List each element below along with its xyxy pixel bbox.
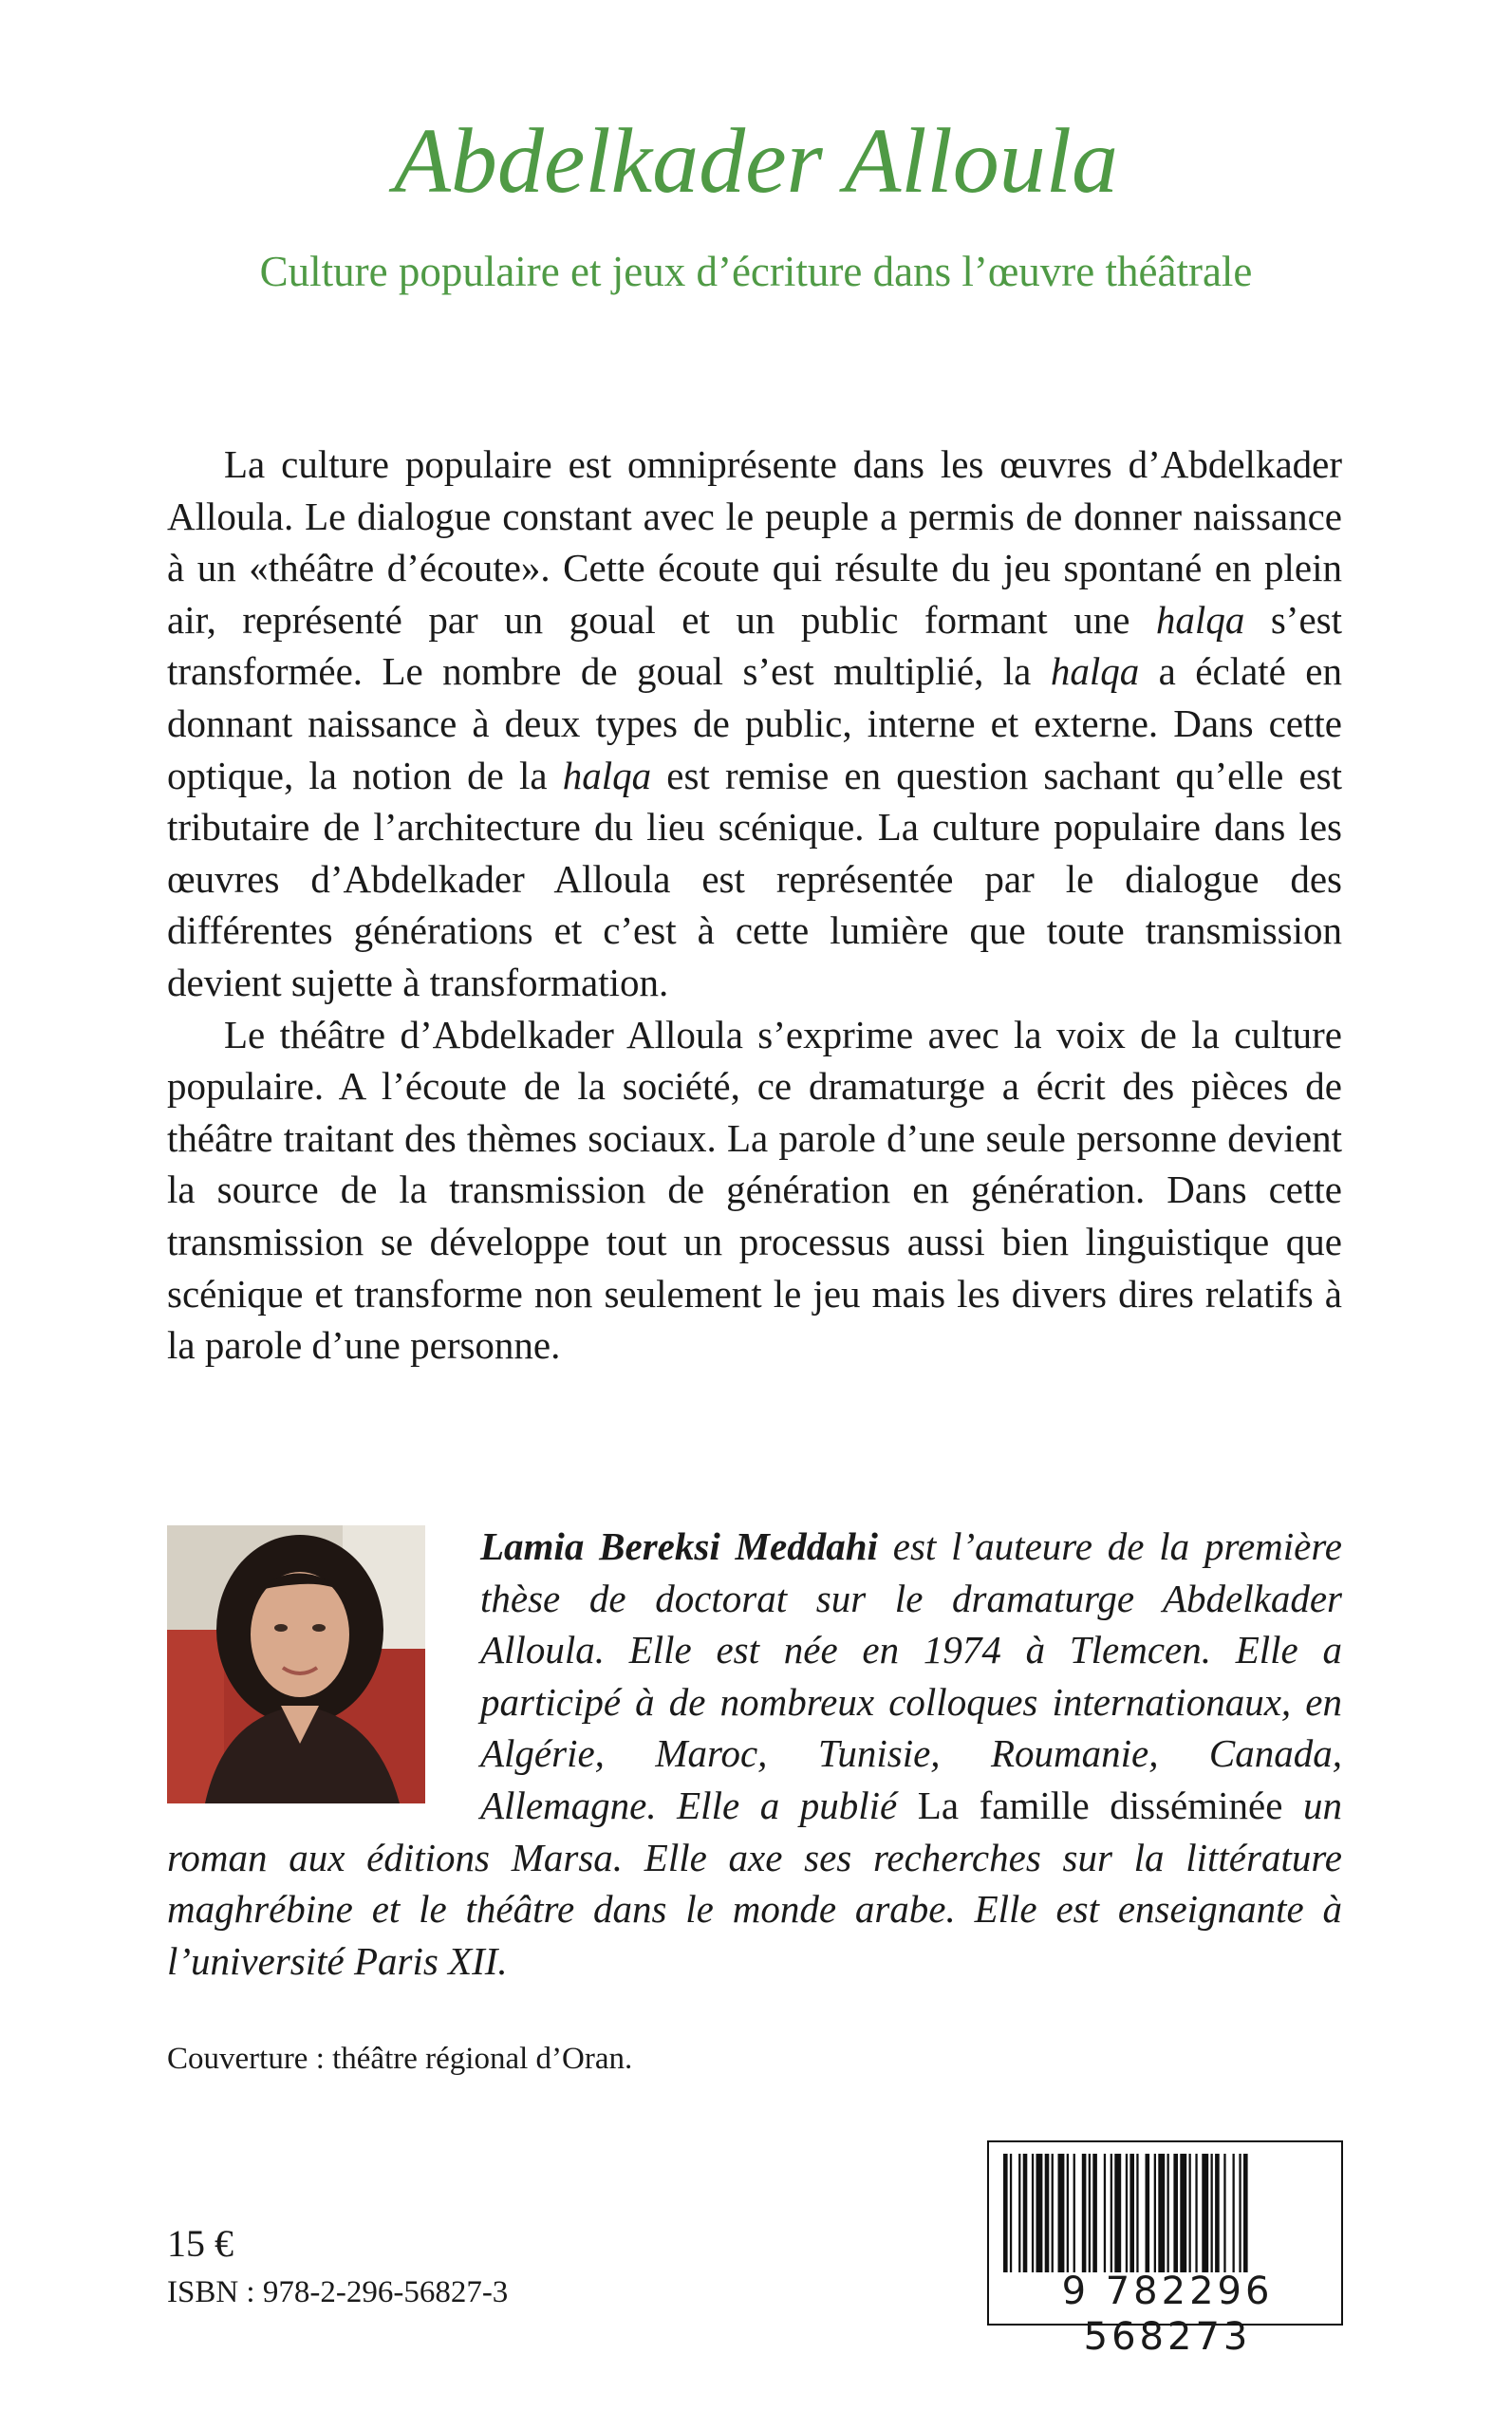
barcode-bar bbox=[1154, 2154, 1156, 2272]
barcode-bar bbox=[1223, 2154, 1225, 2272]
barcode-bar bbox=[1082, 2154, 1087, 2272]
barcode-bar bbox=[1189, 2154, 1191, 2272]
barcode-bar bbox=[1089, 2154, 1091, 2272]
barcode-bar bbox=[1073, 2154, 1075, 2272]
barcode-bar bbox=[1114, 2154, 1121, 2272]
author-bio-part-a: est l’auteure de la première thèse de doctorat sur le dramaturge Abdelkader Alloula. Elle est née en 1974 à Tlemcen. Elle a participé à de nombreux colloques internationaux, en Algérie, Maroc, Tunisie, Roumanie, Canada, Allemagne. Elle a publié bbox=[480, 1524, 1342, 1827]
barcode-bar bbox=[1129, 2154, 1134, 2272]
barcode-bar bbox=[1018, 2154, 1020, 2272]
barcode-bar bbox=[1202, 2154, 1208, 2272]
price: 15 € bbox=[167, 2222, 233, 2265]
barcode-bar bbox=[1092, 2154, 1097, 2272]
halqa-term: halqa bbox=[562, 753, 652, 797]
halqa-term: halqa bbox=[1050, 649, 1140, 694]
summary-p1-part-d: est remise en question sachant qu’elle est tributaire de l’architecture du lieu scénique. La culture populaire dans les œuvres d’Abdelkader Alloula est représentée par le dialogue des différentes générations et c’est à cette lumière que toute transmission devient sujette à transformation. bbox=[167, 753, 1343, 1004]
book-subtitle: Culture populaire et jeux d’écriture dans l’œuvre théâtrale bbox=[259, 248, 1253, 295]
barcode-bar bbox=[1215, 2154, 1220, 2272]
barcode-bar bbox=[1003, 2154, 1008, 2272]
barcode-bar bbox=[1010, 2154, 1012, 2272]
halqa-term: halqa bbox=[1155, 597, 1245, 642]
isbn: ISBN : 978-2-296-56827-3 bbox=[167, 2275, 509, 2309]
barcode-bar bbox=[1239, 2154, 1241, 2272]
barcode-bar bbox=[1243, 2154, 1248, 2272]
barcode-bar bbox=[1023, 2154, 1028, 2272]
summary-text bbox=[167, 439, 1342, 1372]
summary-p1-part-c: a éclaté en donnant naissance à deux types de public, interne et externe. Dans cette optique, la notion de la bbox=[167, 649, 1343, 797]
barcode-bar bbox=[1233, 2154, 1235, 2272]
barcode-bar bbox=[1104, 2154, 1106, 2272]
barcode-bar bbox=[1173, 2154, 1178, 2272]
author-bio-part-b: un roman aux éditions Marsa. Elle axe ses recherches sur la littérature maghrébine et le théâtre dans le monde arabe. Elle est enseignante à l’université Paris XII. bbox=[167, 1783, 1342, 1983]
summary-paragraph-2: Le théâtre d’Abdelkader Alloula s’exprime avec la voix de la culture populaire. A l’écoute de la société, ce dramaturge a écrit des pièces de théâtre traitant des thèmes sociaux. La parole d’une seule personne devient la source de la transmission de génération en génération. Dans cette transmission se développe tout un processus aussi bien linguistique que scénique et transforme non seulement le jeu mais les divers dires relatifs à la parole d’une personne. bbox=[167, 1012, 1342, 1368]
barcode-bar bbox=[1167, 2154, 1169, 2272]
author-name: Lamia Bereksi Meddahi bbox=[480, 1524, 878, 1568]
barcode-bar bbox=[1211, 2154, 1213, 2272]
barcode-bar bbox=[1136, 2154, 1138, 2272]
summary-p1-part-a: La culture populaire est omniprésente dans les œuvres d’Abdelkader Alloula. Le dialogue constant avec le peuple a permis de donner naissance à un «théâtre d’écoute». Cette écoute qui résulte du jeu spontané en plein air, représenté par un goual et un public formant une bbox=[167, 442, 1342, 642]
barcode-bar bbox=[1158, 2154, 1165, 2272]
barcode-bar bbox=[1111, 2154, 1112, 2272]
photo-spacer bbox=[167, 1521, 480, 1824]
book-title: Abdelkader Alloula bbox=[394, 110, 1118, 213]
barcode-bar bbox=[1146, 2154, 1150, 2272]
barcode-bar bbox=[1067, 2154, 1069, 2272]
summary-paragraph-1 bbox=[167, 439, 1342, 1009]
barcode-bar bbox=[1036, 2154, 1043, 2272]
summary-p1-part-b: s’est transformée. Le nombre de goual s’est multiplié, la bbox=[167, 597, 1342, 694]
barcode-bars bbox=[1003, 2154, 1331, 2272]
barcode-bar bbox=[1058, 2154, 1065, 2272]
barcode-bar bbox=[1052, 2154, 1054, 2272]
barcode-bar bbox=[1126, 2154, 1128, 2272]
barcode-bar bbox=[1045, 2154, 1050, 2272]
author-bio bbox=[167, 1521, 1342, 1987]
barcode-bar bbox=[1195, 2154, 1197, 2272]
barcode-bar bbox=[1180, 2154, 1186, 2272]
barcode-digits: 9 782296 568273 bbox=[1061, 2270, 1274, 2359]
cover-credit: Couverture : théâtre régional d’Oran. bbox=[167, 2042, 633, 2076]
barcode-bar bbox=[1032, 2154, 1034, 2272]
author-book-title: La famille disséminée bbox=[917, 1783, 1283, 1827]
